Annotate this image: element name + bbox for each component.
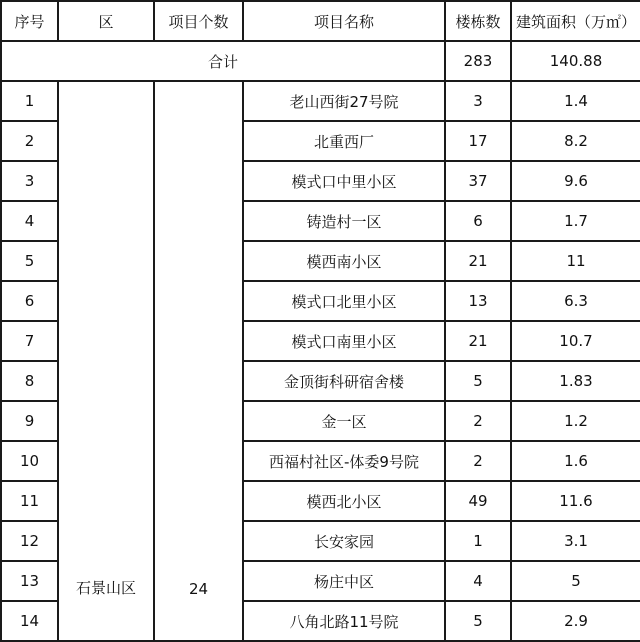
header-cell-buildings: 楼栋数 (445, 1, 511, 41)
row-index-cell: 1 (1, 81, 58, 121)
table-row (1, 81, 640, 121)
total-buildings: 283 (445, 41, 511, 81)
row-index-cell: 13 (1, 561, 58, 601)
project-name-cell: 金顶街科研宿舍楼 (243, 361, 445, 401)
row-index-cell: 10 (1, 441, 58, 481)
header-cell-project-name: 项目名称 (243, 1, 445, 41)
buildings-cell: 6 (445, 201, 511, 241)
project-name-cell: 模式口南里小区 (243, 321, 445, 361)
area-cell: 2.9 (511, 601, 640, 641)
row-index-cell: 6 (1, 281, 58, 321)
row-index-cell: 5 (1, 241, 58, 281)
buildings-cell: 21 (445, 241, 511, 281)
buildings-cell: 5 (445, 361, 511, 401)
total-row (1, 41, 640, 81)
row-index-cell: 2 (1, 121, 58, 161)
project-name-cell: 铸造村一区 (243, 201, 445, 241)
buildings-cell: 2 (445, 441, 511, 481)
buildings-cell: 2 (445, 401, 511, 441)
project-name-cell: 长安家园 (243, 521, 445, 561)
project-name-cell: 金一区 (243, 401, 445, 441)
project-count-cell: 24 (154, 81, 243, 641)
row-index-cell: 14 (1, 601, 58, 641)
buildings-cell: 5 (445, 601, 511, 641)
buildings-cell: 1 (445, 521, 511, 561)
project-name-cell: 模西北小区 (243, 481, 445, 521)
row-index-cell: 12 (1, 521, 58, 561)
area-cell: 11 (511, 241, 640, 281)
buildings-cell: 17 (445, 121, 511, 161)
project-name-cell: 模式口中里小区 (243, 161, 445, 201)
row-index-cell: 11 (1, 481, 58, 521)
area-cell: 1.2 (511, 401, 640, 441)
total-label: 合计 (1, 41, 445, 81)
area-cell: 5 (511, 561, 640, 601)
area-cell: 1.4 (511, 81, 640, 121)
row-index-cell: 8 (1, 361, 58, 401)
header-cell-area: 建筑面积（万㎡） (511, 1, 640, 41)
buildings-cell: 21 (445, 321, 511, 361)
district-cell: 石景山区 (58, 81, 154, 641)
buildings-cell: 4 (445, 561, 511, 601)
buildings-cell: 13 (445, 281, 511, 321)
project-name-cell: 北重西厂 (243, 121, 445, 161)
total-area: 140.88 (511, 41, 640, 81)
row-index-cell: 4 (1, 201, 58, 241)
area-cell: 9.6 (511, 161, 640, 201)
row-index-cell: 7 (1, 321, 58, 361)
header-cell-index: 序号 (1, 1, 58, 41)
buildings-cell: 37 (445, 161, 511, 201)
header-row (1, 1, 640, 41)
header-cell-district: 区 (58, 1, 154, 41)
area-cell: 1.6 (511, 441, 640, 481)
header-cell-project-count: 项目个数 (154, 1, 243, 41)
project-name-cell: 老山西街27号院 (243, 81, 445, 121)
area-cell: 3.1 (511, 521, 640, 561)
buildings-cell: 49 (445, 481, 511, 521)
area-cell: 11.6 (511, 481, 640, 521)
area-cell: 1.83 (511, 361, 640, 401)
area-cell: 8.2 (511, 121, 640, 161)
buildings-cell: 3 (445, 81, 511, 121)
area-cell: 6.3 (511, 281, 640, 321)
project-name-cell: 西福村社区-体委9号院 (243, 441, 445, 481)
area-cell: 1.7 (511, 201, 640, 241)
project-name-cell: 模西南小区 (243, 241, 445, 281)
project-name-cell: 模式口北里小区 (243, 281, 445, 321)
row-index-cell: 9 (1, 401, 58, 441)
project-name-cell: 八角北路11号院 (243, 601, 445, 641)
area-cell: 10.7 (511, 321, 640, 361)
row-index-cell: 3 (1, 161, 58, 201)
project-name-cell: 杨庄中区 (243, 561, 445, 601)
